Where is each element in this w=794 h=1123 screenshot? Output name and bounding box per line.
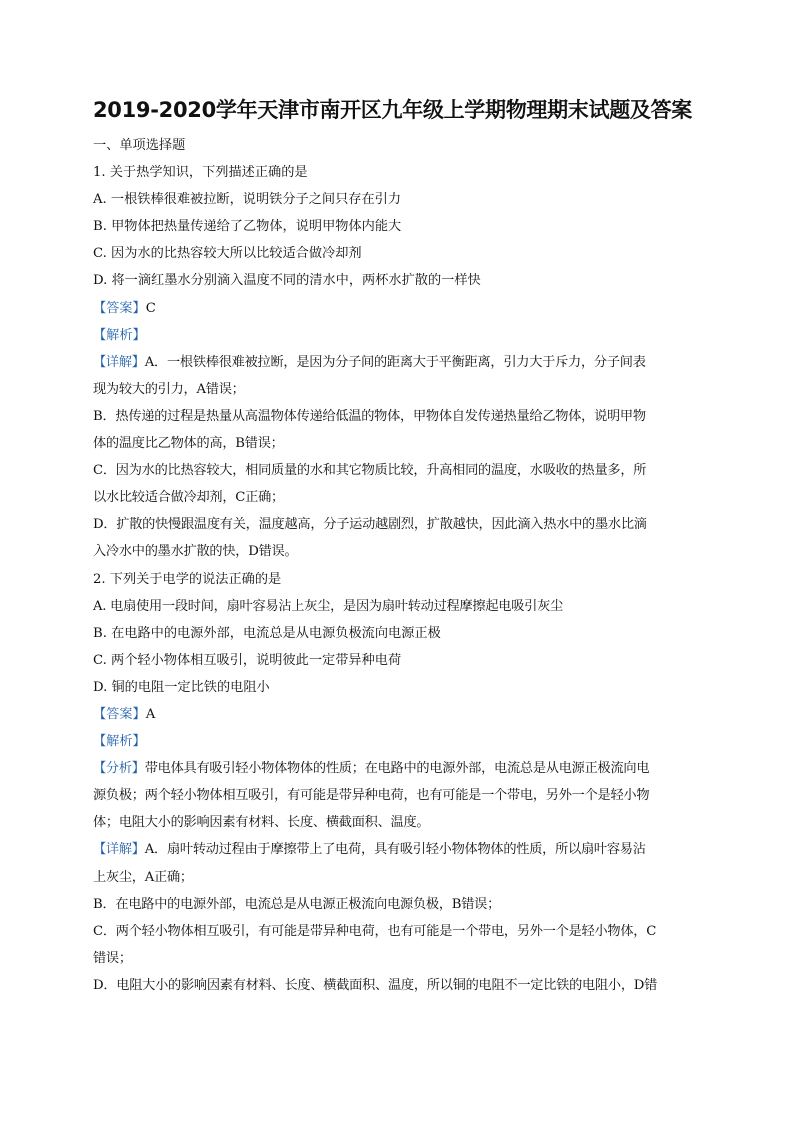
question-1-option-a: A. 一根铁棒很难被拉断，说明铁分子之间只存在引力 bbox=[93, 192, 402, 208]
answer-value: A bbox=[145, 706, 156, 722]
section-heading: 一、单项选择题 bbox=[93, 138, 186, 153]
question-2-option-a: A. 电扇使用一段时间，扇叶容易沾上灰尘，是因为扇叶转动过程摩擦起电吸引灰尘 bbox=[93, 598, 563, 614]
question-1-detail-line bbox=[93, 349, 713, 376]
answer-tag: 【答案】 bbox=[93, 706, 146, 722]
analysis-tag: 【解析】 bbox=[93, 734, 146, 750]
question-1-detail-line: C．因为水的比热容较大，相同质量的水和其它物质比较，升高相同的温度，水吸收的热量多，所 bbox=[93, 463, 647, 479]
detail-text: A．一根铁棒很难被拉断，是因为分子间的距离大于平衡距离，引力大于斥力，分子间表 bbox=[144, 354, 646, 370]
question-2-detail-line: B．在电路中的电源外部，电流总是从电源正极流向电源负极，B错误； bbox=[93, 896, 501, 912]
question-2-detail-line: 上灰尘，A正确； bbox=[93, 869, 193, 885]
question-1-option-c: C. 因为水的比热容较大所以比较适合做冷却剂 bbox=[93, 246, 362, 262]
question-2-analysis bbox=[93, 728, 713, 755]
answer-value: C bbox=[145, 300, 156, 316]
analysis-tag: 【解析】 bbox=[93, 327, 146, 343]
question-2-answer bbox=[93, 701, 713, 728]
question-1-detail-line: 现为较大的引力，A错误； bbox=[93, 381, 245, 397]
question-1-answer bbox=[93, 295, 713, 322]
question-1-detail-line: B．热传递的过程是热量从高温物体传递给低温的物体，甲物体自发传递热量给乙物体，说明甲物 bbox=[93, 408, 646, 424]
question-2-analysis-line: 源负极；两个轻小物体相互吸引，有可能是带异种电荷，也有可能是一个带电，另外一个是轻小物 bbox=[93, 788, 650, 804]
question-1-detail-line: 入冷水中的墨水扩散的快，D错误。 bbox=[93, 544, 298, 560]
question-2-detail-line: C．两个轻小物体相互吸引，有可能是带异种电荷，也有可能是一个带电，另外一个是轻小物体，C bbox=[93, 923, 657, 939]
detail-tag: 【详解】 bbox=[93, 354, 145, 370]
answer-tag: 【答案】 bbox=[93, 300, 146, 316]
question-1-detail-line: 以水比较适合做冷却剂，C正确； bbox=[93, 490, 284, 506]
question-1-detail-line: 体的温度比乙物体的高，B错误； bbox=[93, 436, 284, 452]
detail-text: A．扇叶转动过程由于摩擦带上了电荷，具有吸引轻小物体物体的性质，所以扇叶容易沾 bbox=[144, 842, 646, 858]
question-2-detail-line: 错误； bbox=[93, 950, 132, 966]
question-1-option-d: D. 将一滴红墨水分别滴入温度不同的清水中，两杯水扩散的一样快 bbox=[93, 273, 481, 289]
question-2-option-c: C. 两个轻小物体相互吸引，说明彼此一定带异种电荷 bbox=[93, 652, 402, 668]
question-2-stem: 2. 下列关于电学的说法正确的是 bbox=[93, 571, 282, 587]
detail-tag: 【详解】 bbox=[93, 842, 145, 858]
question-2-detail-line: D．电阻大小的影响因素有材料、长度、横截面积、温度，所以铜的电阻不一定比铁的电阻小，D错 bbox=[93, 977, 658, 993]
question-2-detail-line bbox=[93, 836, 713, 863]
question-1-stem: 1. 关于热学知识，下列描述正确的是 bbox=[93, 165, 308, 181]
analysis-sub-tag: 【分析】 bbox=[93, 761, 145, 777]
question-1-detail-line: D．扩散的快慢跟温度有关，温度越高，分子运动越剧烈，扩散越快，因此滴入热水中的墨水比滴 bbox=[93, 517, 647, 533]
question-2-option-b: B. 在电路中的电源外部，电流总是从电源负极流向电源正极 bbox=[93, 625, 441, 641]
document-title: 2019-2020学年天津市南开区九年级上学期物理期末试题及答案 bbox=[93, 98, 693, 122]
analysis-text: 带电体具有吸引轻小物体物体的性质；在电路中的电源外部，电流总是从电源正极流向电 bbox=[144, 761, 650, 777]
question-2-analysis-line: 体；电阻大小的影响因素有材料、长度、横截面积、温度。 bbox=[93, 815, 430, 831]
document-page bbox=[93, 96, 713, 999]
question-1-option-b: B. 甲物体把热量传递给了乙物体，说明甲物体内能大 bbox=[93, 219, 402, 235]
question-2-analysis-line bbox=[93, 755, 713, 782]
question-1-analysis bbox=[93, 322, 713, 349]
question-2-option-d: D. 铜的电阻一定比铁的电阻小 bbox=[93, 679, 270, 695]
